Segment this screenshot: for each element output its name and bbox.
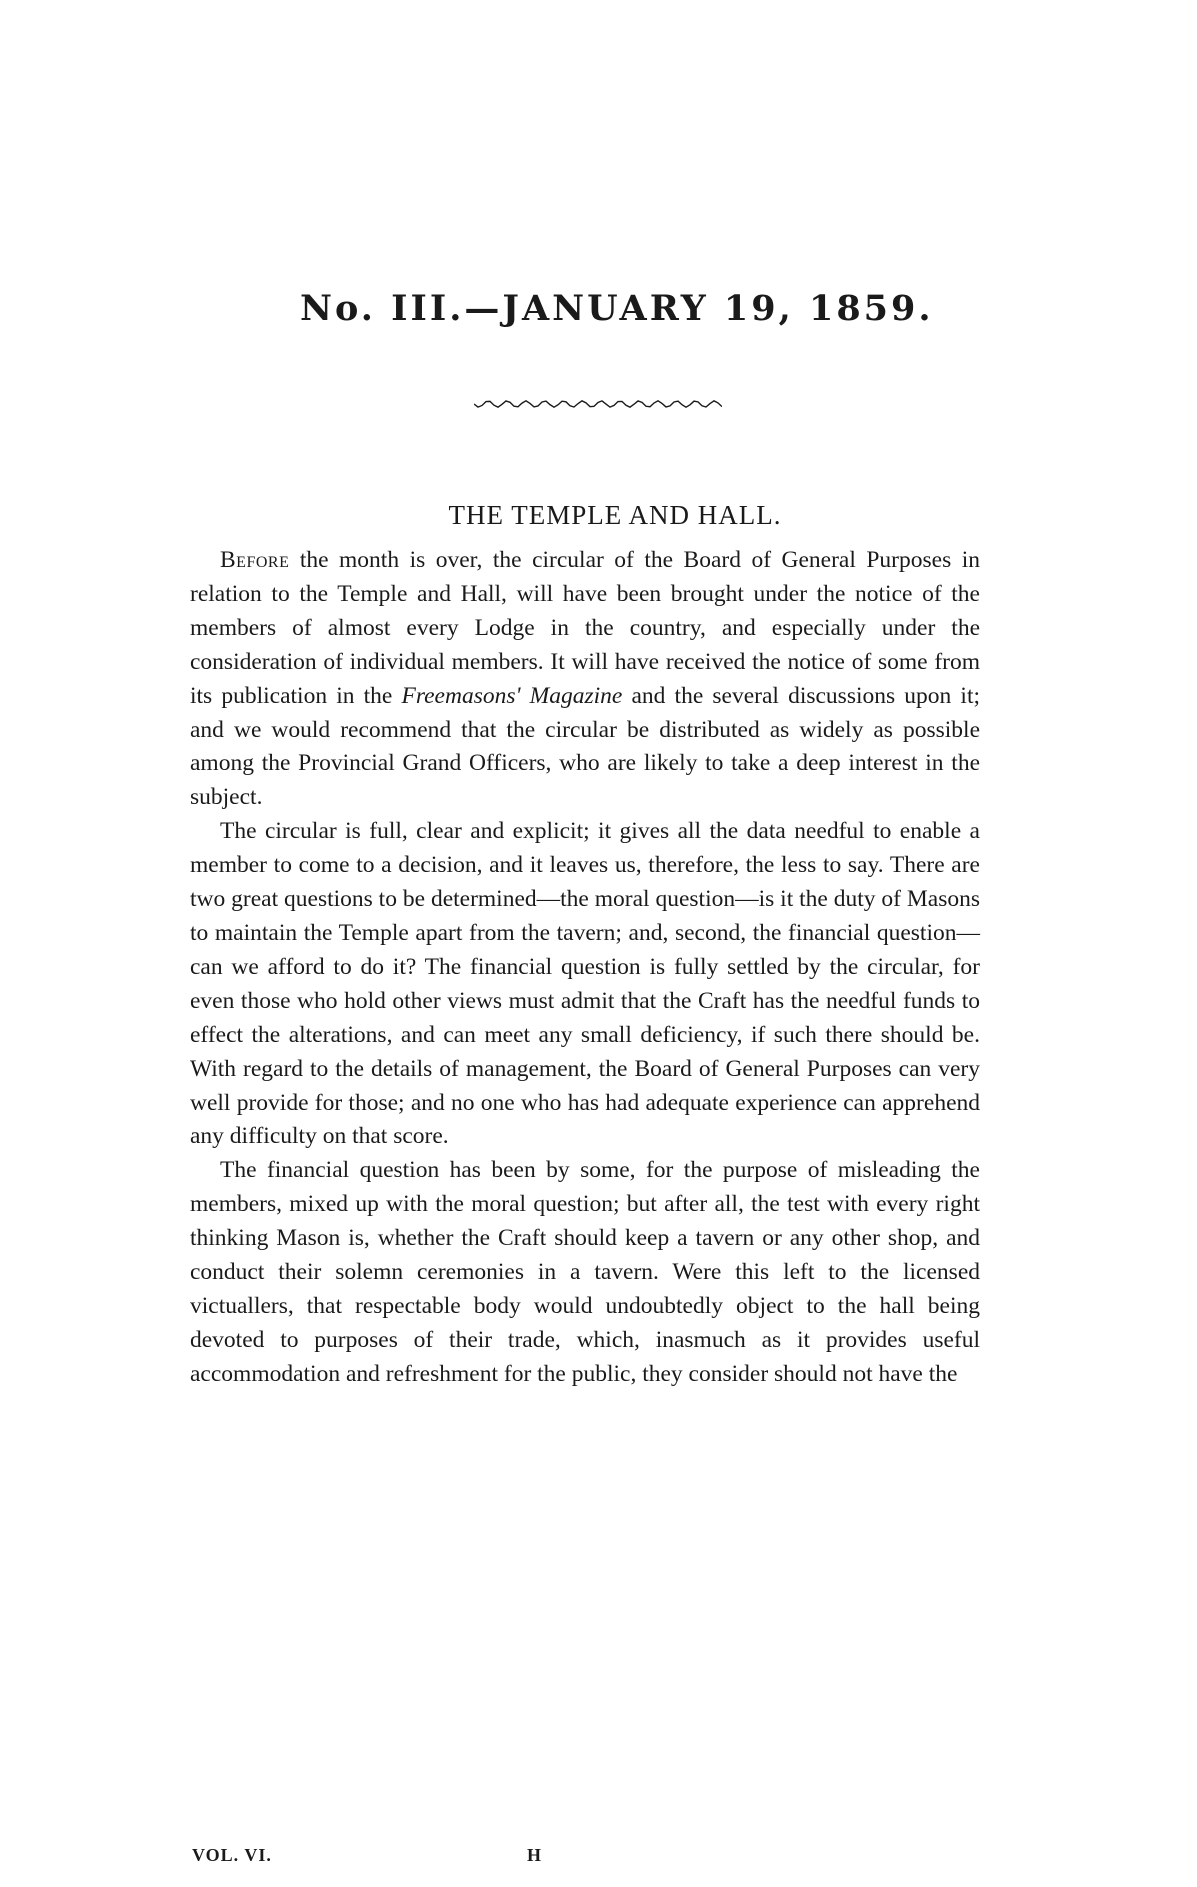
wavy-rule-ornament [474, 398, 722, 410]
signature-mark: H [527, 1845, 542, 1865]
paragraph-2: The circular is full, clear and explicit; it gives all the data needful to enable a member to come to a decision, and it leaves us, therefore, the less to say. There are two great questions to be determined—the moral question—is it the duty of Masons to maintain the Temple apart from the tavern; and, second, the financial question—can we afford to do it? The financial question is fully settled by the circular, for even those who hold other views must admit that the Craft has the needful funds to effect the alterations, and can meet any small deficiency, if such there should be. With regard to the details of management, the Board of General Purposes can very well provide for those; and no one who has had adequate experience can apprehend any difficulty on that score. [190, 818, 980, 1150]
magazine-title: Freemasons' Magazine [401, 682, 623, 709]
paragraph-lead-word: Before [220, 547, 290, 573]
article-title: THE TEMPLE AND HALL. [448, 500, 782, 530]
issue-title: No. III.—JANUARY 19, 1859. [300, 288, 934, 329]
article-body [190, 544, 980, 1392]
paragraph-1 [190, 544, 980, 815]
paragraph-3: The financial question has been by some, for the purpose of misleading the members, mixed up with the moral question; but after all, the test with every right thinking Mason is, whether the Craft should keep a tavern or any other shop, and conduct their solemn ceremonies in a tavern. Were this left to the licensed victuallers, that respectable body would undoubtedly object to the hall being devoted to purposes of their trade, which, inasmuch as it provides useful accommodation and refreshment for the public, they consider should not have the [190, 1157, 980, 1387]
volume-footer: VOL. VI. [192, 1845, 272, 1865]
paragraph-1-text-b: and the several discussions upon it; and we would recommend that the circular be distributed as widely as possible among the Provincial Grand Officers, who are likely to take a deep interest in the subject. [190, 682, 981, 811]
paragraph-1-text-a: the month is over, the circular of the Board of General Purposes in relation to the Temple and Hall, will have been brought under the notice of the members of almost every Lodge in the country, and especially under the consideration of individual members. It will have received the notice of some from its publication in the [190, 547, 980, 709]
